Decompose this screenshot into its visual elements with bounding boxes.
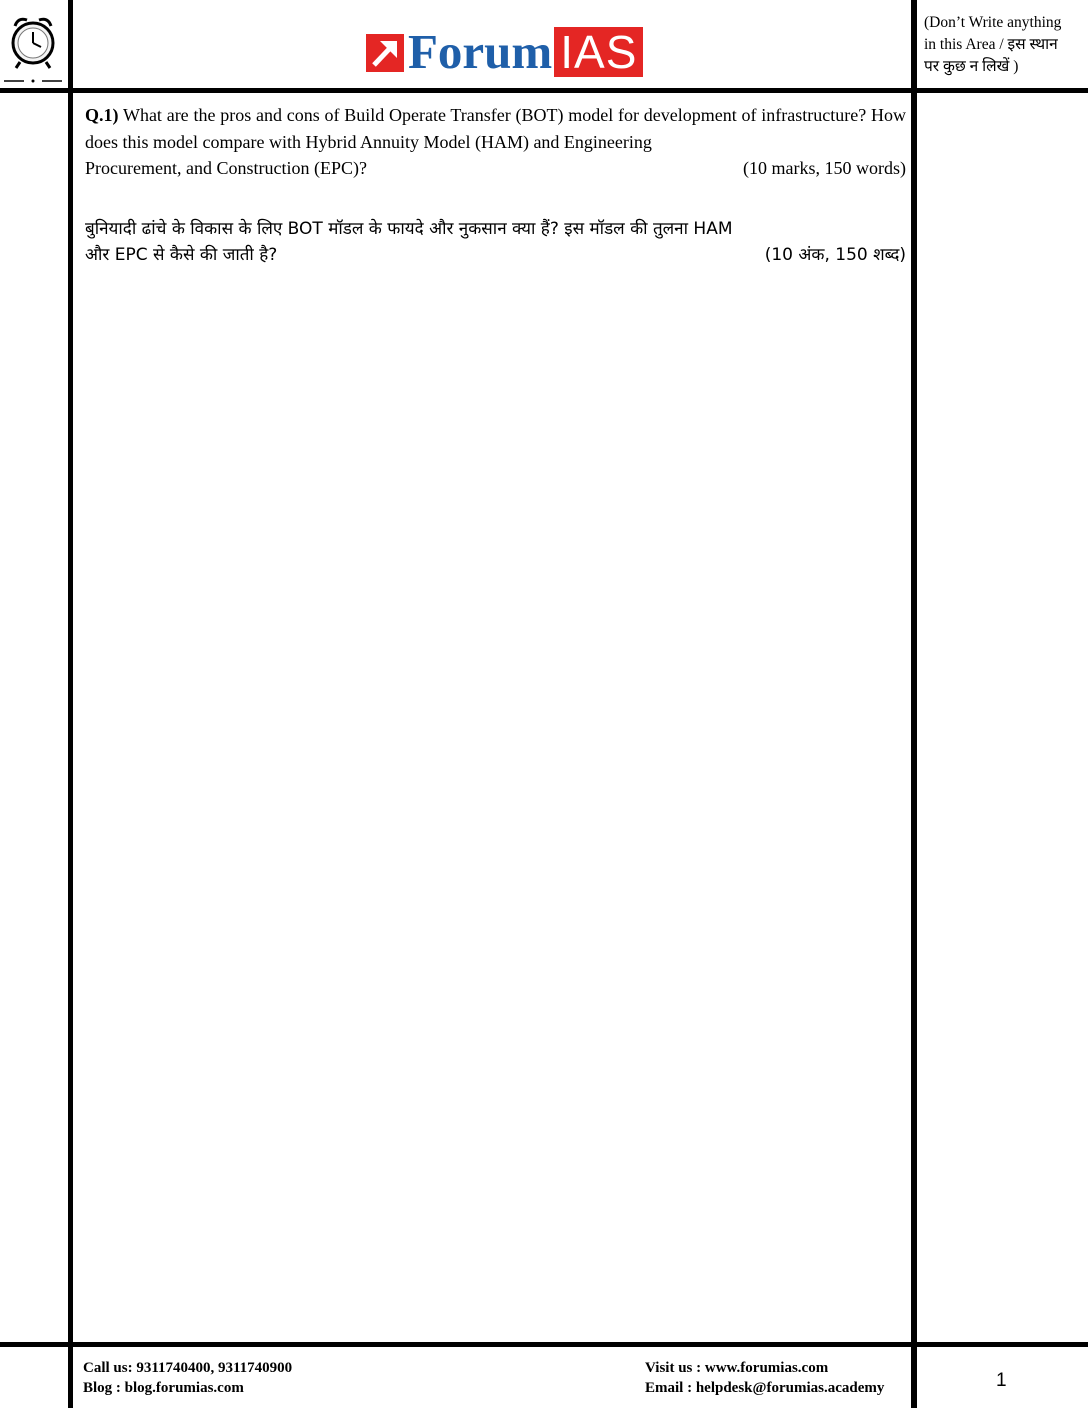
arrow-logo-icon [366,32,404,72]
footer-divider [0,1342,1088,1347]
question-text-hi-last: और EPC से कैसे की जाती है? [85,245,278,265]
notice-line: in this Area / इस स्थान [924,36,1058,53]
left-margin-line [68,0,73,1408]
time-entry-dashes [4,72,62,84]
notice-line: पर कुछ न लिखें ) [924,58,1019,75]
marks-en: (10 marks, 150 words) [743,158,906,178]
right-margin-line [911,0,917,1408]
page-number: 1 [996,1370,1007,1391]
do-not-write-notice [924,12,1084,78]
footer-blog: Blog : blog.forumias.com [83,1380,244,1396]
forumias-logo [366,26,643,78]
footer-web [645,1358,884,1398]
notice-line: (Don’t Write anything [924,14,1062,31]
question-text-hi: बुनियादी ढांचे के विकास के लिए BOT मॉडल के फायदे और नुकसान क्या हैं? इस मॉडल की तुलना HAM [85,219,733,239]
question-text-en-last: Procurement, and Construction (EPC)? [85,158,367,178]
logo-text-ias: IAS [554,27,643,77]
question-english [85,102,906,182]
logo-text-forum: Forum [408,24,553,79]
footer-email: Email : helpdesk@forumias.academy [645,1380,885,1396]
footer-contact [83,1358,292,1398]
header-divider [0,88,1088,93]
footer-call: Call us: 9311740400, 9311740900 [83,1360,293,1376]
question-number: Q.1) [85,105,119,125]
footer-visit: Visit us : www.forumias.com [645,1360,829,1376]
question-hindi [85,216,906,268]
question-text-en: What are the pros and cons of Build Operate Transfer (BOT) model for development of infrastructure? How does this model compare with Hybrid Annuity Model (HAM) and Engineering [85,105,906,152]
marks-hi: (10 अंक, 150 शब्द) [764,245,906,265]
